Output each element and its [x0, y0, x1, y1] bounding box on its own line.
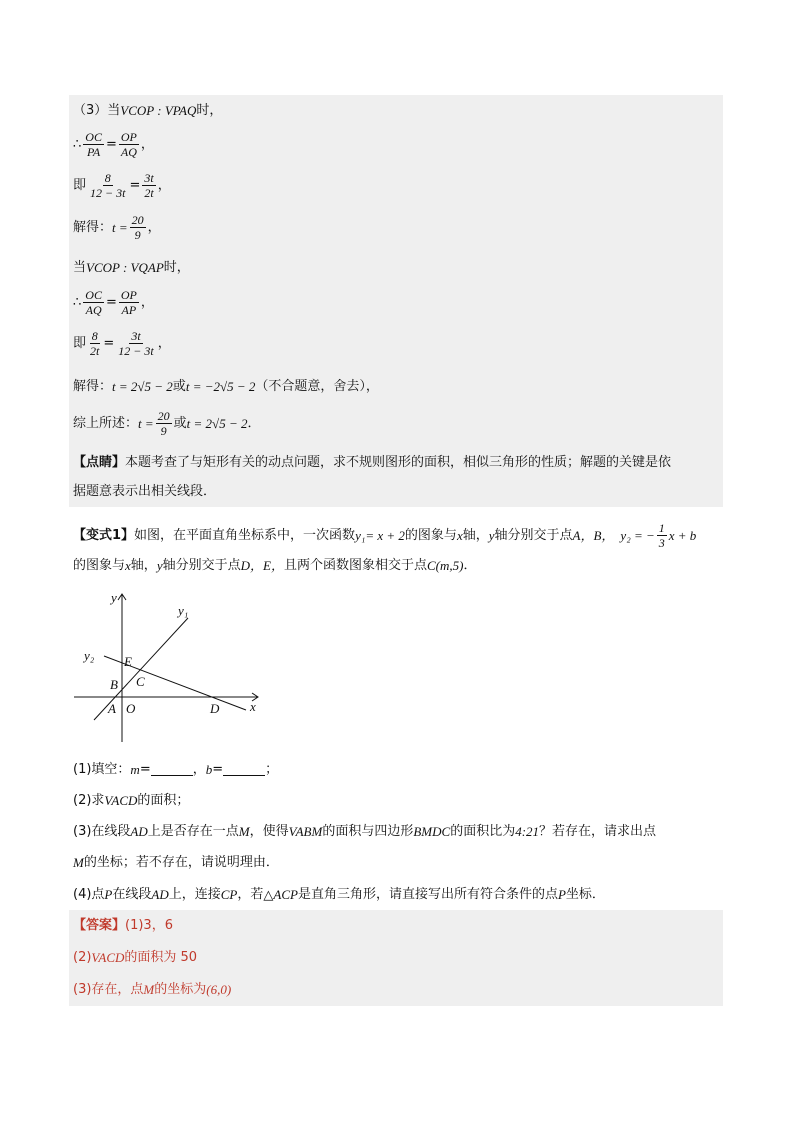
text: （3）当 [73, 103, 121, 118]
coordinate-figure [70, 588, 270, 748]
answer-3: (3)存在，点 M 的坐标为 (6,0) [73, 982, 232, 997]
fraction: $\frac{3t}{2t}$ [144, 171, 154, 200]
problem-line-1: 【变式1】 如图，在平面直角坐标系中，一次函数 y₁= x + 2 的图象与 x 轴， y 轴分别交于点 A，B， y₂ = − $\frac{1}{3}$ x + b [73, 521, 697, 550]
comment-tag: 【点睛】 [73, 455, 126, 470]
question-3-line-1: (3)在线段 AD 上是否存在一点 M ，使得 VABM 的面积与四边形 BMDC 的面积比为 4:21 ？若存在，请求出点 [73, 824, 657, 839]
solution-line-2: ∴ $\frac{OC}{PA}$ = $\frac{OP}{AQ}$ ， [73, 130, 154, 159]
fraction: $\frac{OP}{AP}$ [120, 288, 137, 317]
fraction: $\frac{OC}{PA}$ [85, 130, 102, 159]
therefore: ∴ [73, 137, 82, 152]
problem-line-2: 的图象与 x 轴， y 轴分别交于点 D，E， 且两个函数图象相交于点 C(m,5) ． [73, 558, 477, 573]
label-A: A [108, 701, 116, 716]
comment-text-1: 本题考查了与矩形有关的动点问题，求不规则图形的面积，相似三角形的性质；解题的关键是依 [125, 455, 672, 470]
solution-line-4: 解得： t = $\frac{20}{9}$ ， [73, 213, 161, 242]
solution-line-8: 解得： t = 2√5 − 2 或 t = −2√5 − 2 （不合题意，舍去）， [73, 379, 379, 394]
comment-text-2: 据题意表示出相关线段． [73, 484, 217, 499]
question-2: (2)求 VACD 的面积； [73, 793, 190, 808]
fraction: $\frac{1}{3}$ [658, 521, 665, 550]
fraction: $\frac{20}{9}$ [131, 213, 144, 242]
answer-blank[interactable] [223, 763, 265, 776]
fraction: $\frac{OP}{AQ}$ [120, 130, 137, 159]
math: VCOP : VPAQ [120, 103, 197, 118]
solution-line-5: 当 VCOP : VQAP 时， [73, 260, 190, 275]
answer-1: 【答案】 (1)3，6 [73, 918, 173, 933]
fraction: $\frac{8}{2t}$ [90, 329, 100, 358]
solution-line-1 [73, 104, 222, 117]
fraction: $\frac{8}{12 - 3t}$ [90, 171, 126, 200]
solution-line-9: 综上所述： t = $\frac{20}{9}$ 或 t = 2√5 − 2 ． [73, 409, 261, 438]
answer-tag: 【答案】 [73, 918, 126, 933]
label-C: C [136, 674, 145, 689]
label-x: x [250, 699, 256, 714]
problem-tag: 【变式1】 [73, 528, 135, 543]
solution-background [69, 95, 723, 507]
comment-paragraph [73, 448, 717, 506]
solution-line-3: 即 $\frac{8}{12 - 3t}$ = $\frac{3t}{2t}$ ， [73, 171, 171, 200]
fraction: $\frac{OC}{AQ}$ [85, 288, 102, 317]
question-3-line-2: M 的坐标；若不存在，请说明理由． [73, 855, 279, 870]
answer-blank[interactable] [151, 763, 193, 776]
solution-line-7: 即 $\frac{8}{2t}$ = $\frac{3t}{12 - 3t}$ ， [73, 329, 171, 358]
label-y2: y₂ [84, 648, 95, 663]
answer-2: (2) VACD 的面积为 50 [73, 950, 198, 965]
question-1: (1)填空： m = ， b = ； [73, 762, 279, 777]
label-y1: y₁ [178, 603, 189, 618]
label-y: y [111, 590, 117, 605]
label-D: D [210, 701, 220, 716]
text: 时， [196, 103, 223, 118]
question-4: (4)点 P 在线段 AD 上，连接 CP ，若 △ACP 是直角三角形，请直接写出所有符合条件的点 P 坐标． [73, 887, 605, 902]
label-B: B [110, 677, 118, 692]
label-E: E [124, 654, 132, 669]
label-O: O [126, 701, 136, 716]
fraction: $\frac{3t}{12 - 3t}$ [118, 329, 154, 358]
fraction: $\frac{20}{9}$ [157, 409, 170, 438]
solution-line-6: ∴ $\frac{OC}{AQ}$ = $\frac{OP}{AP}$ ， [73, 288, 154, 317]
